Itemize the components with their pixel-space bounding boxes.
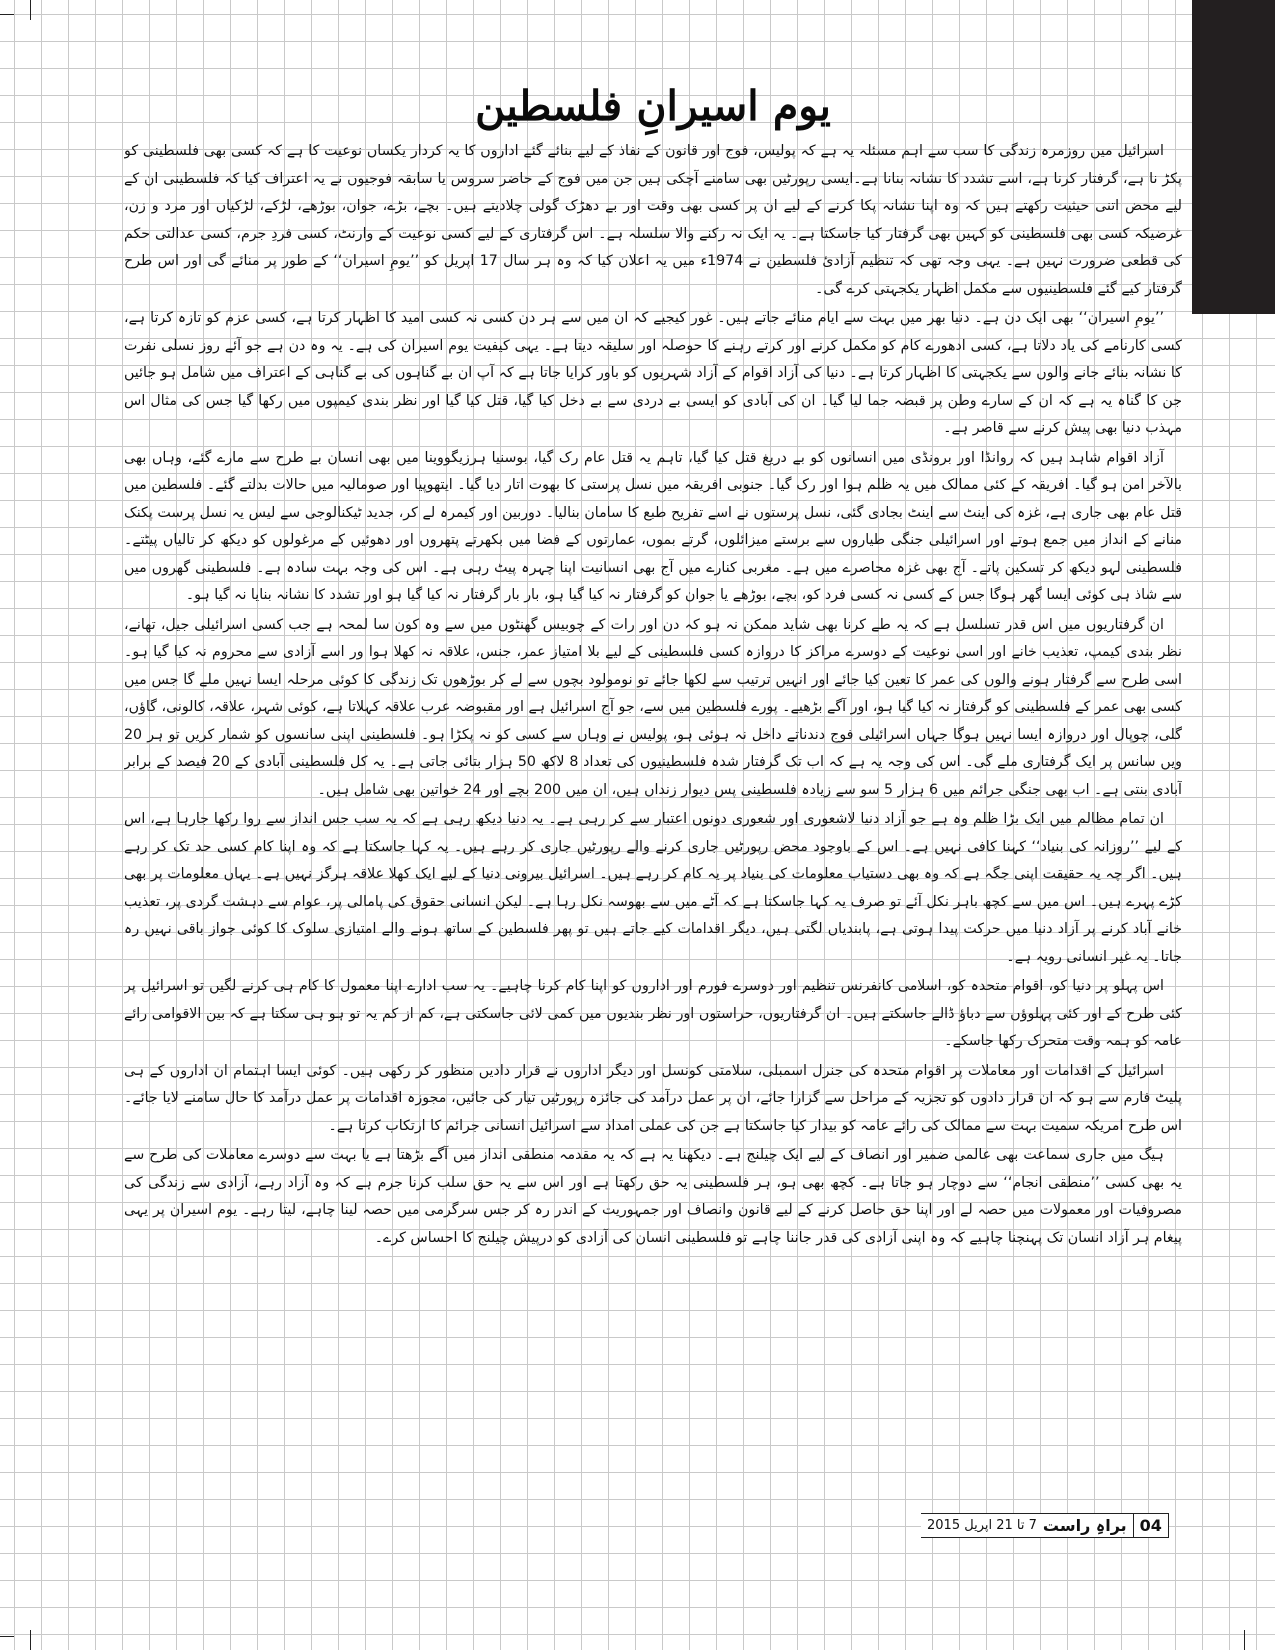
article-paragraph: ان گرفتاریوں میں اس قدر تسلسل ہے کہ یہ طے کرنا بھی شاید ممکن نہ ہو کہ دن اور رات کے چوبیس گھنٹوں میں سے وہ کون سا لمحہ ہے جب کسی اسرائیلی جیل، تھانے، نظر بندی کیمپ، تعذیب خانے اور اسی نوعیت کے دوسرے مراکز کا دروازہ کسی فلسطینی کے لیے بلا امتیاز عمر، جنس، علاقہ نہ کھلا ہوا ور اسے آزادی سے محروم نہ کیا گیا ہو۔ اسی طرح سے گرفتار ہونے والوں کی عمر کا تعین کیا جائے اور انہیں ترتیب سے لکھا جائے تو نومولود بچوں سے لے کر بوڑھوں تک زندگی کا کوئی مرحلہ ایسا نہیں ملے گا جس میں کسی بھی عمر کے فلسطینی کو گرفتار نہ کیا گیا ہو، اور آگے بڑھیے۔ پورے فلسطین میں سے، جو آج اسرائیل ہے اور مقبوضہ عرب علاقہ کہلاتا ہے، کوئی شہر، علاقہ، کالونی، گاؤں، گلی، چوپال اور دروازہ ایسا نہیں ہوگا جہاں اسرائیلی فوج دندناتے داخل نہ ہوئی ہو، پولیس نے وہاں سے کسی کو نہ پکڑا ہو۔ فلسطینی اپنی سانسوں کو شمار کریں تو ہر 20 ویں سانس پر ایک گرفتاری ملے گی۔ اس کی وجہ یہ ہے کہ اب تک گرفتار شدہ فلسطینیوں کی تعداد 8 لاکھ 50 ہزار بتائی جاتی ہے۔ یہ کل فلسطینی آبادی کے 20 فیصد کے برابر آبادی بنتی ہے۔ اب بھی جنگی جرائم میں 6 ہزار 5 سو سے زیادہ فلسطینی پس دیوار زنداں ہیں، ان میں 200 بچے اور 24 خواتین بھی شامل ہیں۔ <box>124 616 1182 798</box>
article-paragraph: ہیگ میں جاری سماعت بھی عالمی ضمیر اور انصاف کے لیے ایک چیلنج ہے۔ دیکھنا یہ ہے کہ یہ مقدمہ منطقی انداز میں آگے بڑھتا ہے یا بہت سے دوسرے معاملات کی طرح سے یہ بھی کسی ’’منطقی انجام‘‘ سے دوچار ہو جاتا ہے۔ کچھ بھی ہو، ہر فلسطینی یہ حق رکھتا ہے اور اس سے یہ حق سلب کرنا جرم ہے کہ وہ آزاد رہے، آزادی سے زندگی کی مصروفیات اور معمولات میں حصہ لے اور اپنا حق حاصل کرنے کے لیے قانون وانصاف اور جمہوریت کے اندر رہ کر جس سرگرمی میں حصہ لینا چاہے، لیتا رہے۔ یوم اسیران پر یہی پیغام ہر آزاد انسان تک پہنچنا چاہیے کہ وہ اپنی آزادی کی قدر جاننا چاہے تو فلسطینی انسان کی آزادی کو درپیش چیلنج کا احساس کرے۔ <box>124 1147 1182 1246</box>
article-paragraph: آزاد اقوام شاہد ہیں کہ روانڈا اور برونڈی میں انسانوں کو بے دریغ قتل کیا گیا، تاہم یہ قتل عام رک گیا، بوسنیا ہرزیگووینا میں بھی انسان بے طرح سے مارے گئے، وہاں بھی بالآخر امن ہو گیا۔ افریقہ کے کئی ممالک میں یہ ظلم ہوا اور رک گیا۔ جنوبی افریقہ میں نسل پرستی کا بھوت اتار دیا گیا۔ ایتھوپیا اور صومالیہ میں حالات بدلتے گئے۔ فلسطین میں قتل عام بھی جاری ہے، غزہ کی اینٹ سے اینٹ بجادی گئی، نسل پرستوں نے اسے تفریح طبع کا سامان بنالیا۔ دوربین اور کیمرہ لے کر، جدید ٹیکنالوجی سے لیس یہ نسل پرست پکنک منانے کے انداز میں جمع ہوتے اور اسرائیلی جنگی طیاروں سے برستے میزائلوں، گرتے بموں، عمارتوں کے فضا میں بکھرتے پتھروں اور دھوئیں کے مرغولوں کو دیکھ کر تالیاں پیٹتے۔ فلسطینی لہو دیکھ کر تسکین پاتے۔ آج بھی غزہ محاصرے میں ہے۔ مغربی کنارے میں آج بھی انسانیت اپنا چہرہ پیٹ رہی ہے۔ اس کی وجہ بہت سادہ ہے۔ فلسطینی گھروں میں سے شاذ ہی کوئی ایسا گھر ہوگا جس کے کسی نہ کسی فرد کو، بچے، بوڑھے یا جوان کو گرفتار نہ کیا گیا ہو، بار بار گرفتار نہ کیا گیا ہو اور تشدد کا نشانہ بنایا نہ گیا ہو۔ <box>124 449 1182 603</box>
article-paragraph: اسرائیل میں روزمرہ زندگی کا سب سے اہم مسئلہ یہ ہے کہ پولیس، فوج اور قانون کے نفاذ کے لیے بنائے گئے اداروں کا یہ کردار یکساں نوعیت کا ہے کہ کسی بھی فلسطینی کو پکڑ نا ہے، گرفتار کرنا ہے، اسے تشدد کا نشانہ بنانا ہے۔ایسی رپورٹیں بھی سامنے آچکی ہیں جن میں فوج کے حاضر سروس یا سابقہ فوجیوں نے یہ اعتراف کیا کہ فلسطینی ان کے لیے محض اتنی حیثیت رکھتے ہیں کہ وہ اپنا نشانہ پکا کرنے کے لیے ان پر کسی بھی وقت اور بے دھڑک گولی چلادیتے ہیں۔ بچے، بڑے، جوان، بوڑھے، لڑکے، لڑکیاں اور مرد و زن، غرضیکہ کسی بھی فلسطینی کو کہیں بھی گرفتار کیا جاسکتا ہے۔ یہ ایک نہ رکنے والا سلسلہ ہے۔ اس گرفتاری کے لیے کسی نوعیت کے وارنٹ، کسی فردِ جرم، کسی عدالتی حکم کی قطعی ضرورت نہیں ہے۔ یہی وجہ تھی کہ تنظیم آزادیٔ فلسطین نے 1974ء میں یہ اعلان کیا کہ وہ ہر سال 17 اپریل کو ’’یومِ اسیران‘‘ کے طور پر منائے گی اور اس طرح گرفتار کیے گئے فلسطینیوں سے مکمل اظہار یکجہتی کرے گی۔ <box>124 143 1182 297</box>
article-paragraph: ان تمام مظالم میں ایک بڑا ظلم وہ ہے جو آزاد دنیا لاشعوری اور شعوری دونوں اعتبار سے کر رہی ہے۔ یہ دنیا دیکھ رہی ہے کہ یہ سب جس انداز سے روا رکھا جارہا ہے، اس کے لیے ’’روزانہ کی بنیاد‘‘ کہنا کافی نہیں ہے۔ اس کے باوجود محض رپورٹیں جاری کرنے والے رپورٹیں جاری کر رہے ہیں۔ یہ کہا جاسکتا ہے کہ وہ اپنا کام کسی حد تک کر رہے ہیں۔ اگر چہ یہ حقیقت اپنی جگہ ہے کہ وہ بھی دستیاب معلومات کی بنیاد پر یہ کام کر رہے ہیں۔ اسرائیل بیرونی دنیا کے لیے ایک کھلا علاقہ ہرگز نہیں ہے۔ یہاں معلومات پر بھی کڑے پہرے ہیں۔ اس میں سے کچھ باہر نکل آئے تو صرف یہ کہا جاسکتا ہے کہ آٹے میں سے بھوسہ نکل رہا ہے۔ لیکن انسانی حقوق کی پامالی پر، عوام سے دہشت گردی پر، تعذیب خانے آباد کرنے پر آزاد دنیا میں حرکت پیدا ہوتی ہے، پابندیاں لگتی ہیں، دیگر اقدامات کیے جاتے ہیں تو پھر فلسطین کے ساتھ ہونے والے امتیازی سلوک کا کوئی جواز باقی نہیں رہ جاتا۔ یہ غیر انسانی رویہ ہے۔ <box>124 811 1182 965</box>
crop-mark <box>1244 1630 1245 1650</box>
article-paragraph: اس پہلو پر دنیا کو، اقوام متحدہ کو، اسلامی کانفرنس تنظیم اور دوسرے فورم اور اداروں کو اپنا کام کرنا چاہیے۔ یہ سب ادارے اپنا معمول کا کام ہی کرنے لگیں تو اسرائیل پر کئی طرح کے اور کئی پہلوؤں سے دباؤ ڈالے جاسکتے ہیں۔ ان گرفتاریوں، حراستوں اور نظر بندیوں میں کمی لائی جاسکتی ہے، کم از کم یہ تو ہو ہی سکتا ہے کہ بین الاقوامی رائے عامہ کو ہمہ وقت متحرک رکھا جاسکے۔ <box>124 978 1182 1049</box>
crop-mark <box>30 1630 31 1650</box>
page-footer <box>921 1513 1169 1538</box>
issue-date: 7 تا 21 اپریل 2015 <box>927 1518 1037 1533</box>
article <box>124 72 1182 1492</box>
crop-mark <box>0 14 14 15</box>
page-edge-tab <box>1192 0 1275 314</box>
article-paragraph: اسرائیل کے اقدامات اور معاملات پر اقوام متحدہ کی جنرل اسمبلی، سلامتی کونسل اور دیگر اداروں نے قرار دادیں منظور کر رکھی ہیں۔ کوئی ایسا اہتمام ان اداروں کے ہی پلیٹ فارم سے ہو کہ ان قرار دادوں کو تجزیہ کے مراحل سے گزارا جائے، ان پر عمل درآمد کی جائزہ رپورٹیں تیار کی جائیں، مجوزہ اقدامات پر عمل درآمد کا حال سامنے لایا جائے۔ اس طرح امریکہ سمیت بہت سے ممالک کی رائے عامہ کو بیدار کیا جاسکتا ہے جن کی عملی امداد سے اسرائیل انسانی جرائم کا ارتکاب کرتا ہے۔ <box>124 1062 1182 1134</box>
crop-mark <box>30 0 31 20</box>
crop-mark <box>0 1636 14 1637</box>
article-title: یوم اسیرانِ فلسطین <box>475 82 831 130</box>
magazine-name: براہِ راست <box>1042 1516 1127 1535</box>
page-number: 04 <box>1133 1513 1169 1538</box>
article-paragraph: ’’یومِ اسیران‘‘ بھی ایک دن ہے۔ دنیا بھر میں بہت سے ایام منائے جاتے ہیں۔ غور کیجیے کہ ان میں سے ہر دن کسی نہ کسی امید کا اظہار کرتا ہے، کسی عزم کو تازہ کرتا ہے، کسی کارنامے کی یاد دلاتا ہے، کسی ادھورے کام کو مکمل کرنے اور کرتے رہنے کا حوصلہ اور سلیقہ دیتا ہے۔ یہی کیفیت یوم اسیران کی ہے۔ یہ وہ دن ہے جو آئے روز نسلی نفرت کا نشانہ بنائے جانے والوں سے یکجہتی کا اظہار کرتا ہے۔ دنیا کی آزاد اقوام کے آزاد شہریوں کو باور کرایا جاتا ہے کہ آپ ان بے گناہوں کی بے گناہی کے اعتراف میں شامل ہو جائیں جن کا گناہ یہ ہے کہ ان کے سارے وطن پر قبضہ جما لیا گیا۔ ان کی آبادی کو ایسی بے دردی سے بے دخل کیا گیا، قتل کیا گیا اور نظر بندی کیمپوں میں رکھا گیا جس کی مثال اس مہذب دنیا بھی پیش کرنے سے قاصر ہے۔ <box>124 310 1182 436</box>
footer-magazine-info <box>921 1513 1133 1538</box>
